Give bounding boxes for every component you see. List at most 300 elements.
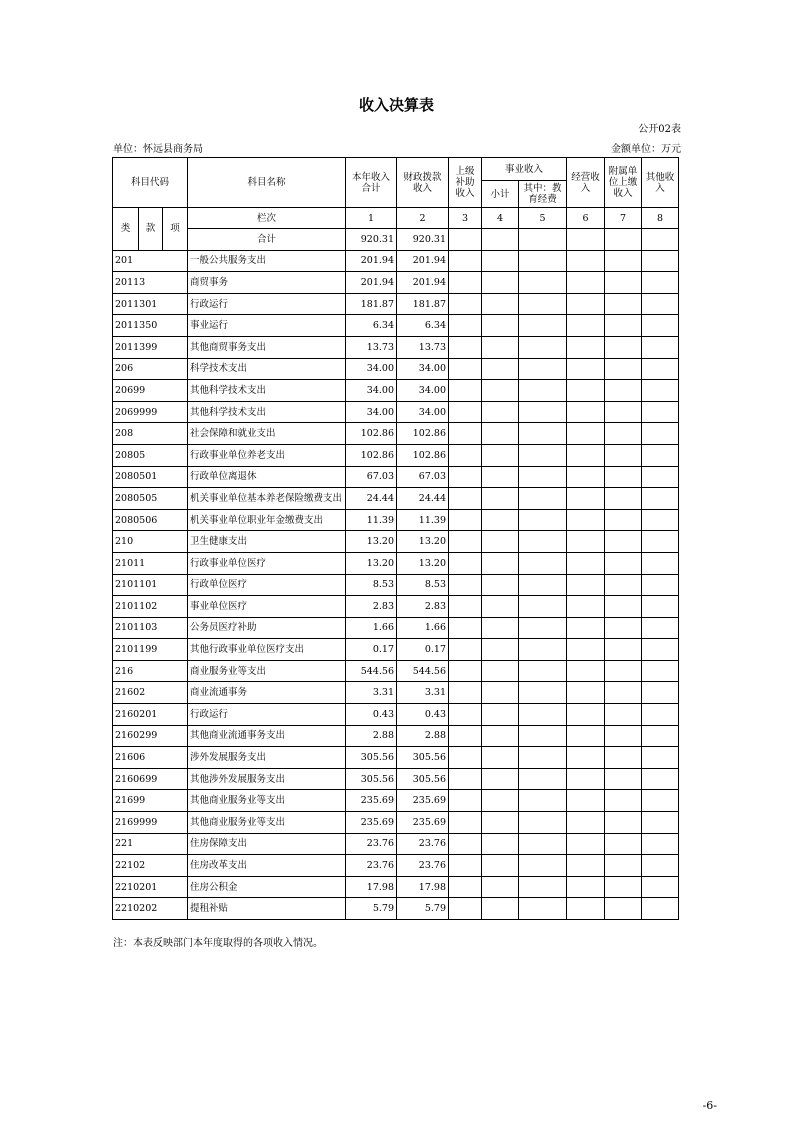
subject-code-cell: 208 [113,423,188,445]
current-income-cell: 181.87 [346,293,397,315]
table-row [113,250,679,272]
col-number: 2 [397,208,449,229]
empty-cell [605,293,642,315]
empty-cell [567,768,605,790]
subject-code-cell: 2080506 [113,509,188,531]
empty-cell [605,725,642,747]
subject-code-cell: 22102 [113,855,188,877]
empty-cell [567,790,605,812]
subject-code-cell: 2169999 [113,812,188,834]
header-subtotal: 小计 [482,181,519,208]
table-row [113,488,679,510]
empty-cell [567,531,605,553]
current-income-cell: 67.03 [346,466,397,488]
empty-cell [449,898,482,920]
form-number: 公开02表 [638,124,681,135]
empty-cell [482,768,519,790]
empty-cell [642,358,679,380]
col-number: 8 [642,208,679,229]
empty-cell [519,250,567,272]
empty-cell [605,488,642,510]
fiscal-allocation-cell: 2.88 [397,725,449,747]
empty-cell [605,444,642,466]
empty-cell [642,682,679,704]
header-operating-income: 经营收入 [567,158,605,208]
empty-cell [519,444,567,466]
empty-cell [449,444,482,466]
subject-name-cell: 其他商贸事务支出 [188,336,346,358]
empty-cell [449,725,482,747]
empty-cell [605,639,642,661]
subject-name-cell: 事业运行 [188,315,346,337]
empty-cell [605,704,642,726]
table-row [113,876,679,898]
empty-cell [519,768,567,790]
current-income-cell: 102.86 [346,444,397,466]
subject-name-cell: 其他科学技术支出 [188,380,346,402]
fiscal-allocation-cell: 235.69 [397,812,449,834]
current-income-cell: 23.76 [346,855,397,877]
empty-cell [519,509,567,531]
subject-name-cell: 住房公积金 [188,876,346,898]
current-income-cell: 1.66 [346,617,397,639]
empty-cell [482,725,519,747]
empty-cell [482,250,519,272]
header-lei: 类 [113,208,139,251]
current-income-cell: 102.86 [346,423,397,445]
total-income-value: 920.31 [346,229,397,251]
subject-code-cell: 2210201 [113,876,188,898]
subject-code-cell: 20699 [113,380,188,402]
table-note: 注：本表反映部门本年度取得的各项收入情况。 [113,938,323,949]
empty-cell [519,704,567,726]
empty-cell [642,790,679,812]
empty-cell [567,272,605,294]
total-row [113,229,679,251]
empty-cell [482,639,519,661]
empty-cell [449,617,482,639]
empty-cell [605,336,642,358]
subject-code-cell: 2160699 [113,768,188,790]
subject-code-cell: 21011 [113,552,188,574]
fiscal-allocation-cell: 5.79 [397,898,449,920]
subject-name-cell: 商贸事务 [188,272,346,294]
empty-cell [519,336,567,358]
amount-unit-label: 金额单位：万元 [611,144,681,155]
fiscal-allocation-cell: 201.94 [397,250,449,272]
empty-cell [482,790,519,812]
fiscal-allocation-cell: 0.17 [397,639,449,661]
subject-code-cell: 2160201 [113,704,188,726]
fiscal-allocation-cell: 17.98 [397,876,449,898]
current-income-cell: 24.44 [346,488,397,510]
col-number: 6 [567,208,605,229]
subject-code-cell: 2069999 [113,401,188,423]
col-number: 7 [605,208,642,229]
empty-cell [642,488,679,510]
empty-cell [449,790,482,812]
table-row [113,531,679,553]
empty-cell [519,574,567,596]
fiscal-allocation-cell: 34.00 [397,358,449,380]
empty-cell [642,617,679,639]
fiscal-allocation-cell: 102.86 [397,444,449,466]
header-business-income: 事业收入 [482,158,567,181]
empty-cell [567,725,605,747]
empty-cell [449,660,482,682]
page-title: 收入决算表 [358,96,434,114]
subject-code-cell: 2080505 [113,488,188,510]
subject-code-cell: 2160299 [113,725,188,747]
current-income-cell: 8.53 [346,574,397,596]
subject-code-cell: 2101199 [113,639,188,661]
empty-cell [482,747,519,769]
empty-cell [449,358,482,380]
empty-cell [449,747,482,769]
header-subject-code: 科目代码 [113,158,188,208]
fiscal-allocation-cell: 102.86 [397,423,449,445]
col-number: 4 [482,208,519,229]
subject-code-cell: 2210202 [113,898,188,920]
empty-cell [642,444,679,466]
empty-cell [567,617,605,639]
fiscal-allocation-cell: 23.76 [397,833,449,855]
table-row [113,293,679,315]
header-fiscal-allocation: 财政拨款收入 [397,158,449,208]
table-row [113,401,679,423]
fiscal-allocation-cell: 24.44 [397,488,449,510]
fiscal-allocation-cell: 67.03 [397,466,449,488]
empty-cell [605,552,642,574]
table-row [113,358,679,380]
empty-cell [519,315,567,337]
empty-cell [605,812,642,834]
empty-cell [605,617,642,639]
subject-name-cell: 机关事业单位基本养老保险缴费支出 [188,488,346,510]
subject-name-cell: 行政单位医疗 [188,574,346,596]
empty-cell [449,833,482,855]
subject-name-cell: 社会保障和就业支出 [188,423,346,445]
empty-cell [642,725,679,747]
empty-cell [605,423,642,445]
empty-cell [642,812,679,834]
table-row [113,509,679,531]
empty-cell [567,596,605,618]
empty-cell [449,855,482,877]
empty-cell [567,358,605,380]
empty-cell [449,876,482,898]
empty-cell [605,466,642,488]
empty-cell [519,617,567,639]
empty-cell [642,229,679,251]
empty-cell [482,660,519,682]
empty-cell [482,531,519,553]
empty-cell [449,682,482,704]
empty-cell [449,639,482,661]
empty-cell [449,250,482,272]
subject-name-cell: 住房改革支出 [188,855,346,877]
fiscal-allocation-cell: 181.87 [397,293,449,315]
empty-cell [567,574,605,596]
table-row [113,336,679,358]
table-row [113,704,679,726]
empty-cell [519,812,567,834]
current-income-cell: 235.69 [346,812,397,834]
header-kuan: 款 [139,208,163,251]
empty-cell [605,509,642,531]
current-income-cell: 13.73 [346,336,397,358]
current-income-cell: 34.00 [346,358,397,380]
subject-name-cell: 涉外发展服务支出 [188,747,346,769]
unit-label: 单位：怀远县商务局 [113,144,203,155]
current-income-cell: 13.20 [346,552,397,574]
subject-name-cell: 住房保障支出 [188,833,346,855]
subject-name-cell: 其他行政事业单位医疗支出 [188,639,346,661]
current-income-cell: 13.20 [346,531,397,553]
subject-name-cell: 行政单位离退休 [188,466,346,488]
subject-name-cell: 公务员医疗补助 [188,617,346,639]
empty-cell [449,704,482,726]
table-row [113,768,679,790]
empty-cell [567,812,605,834]
subject-name-cell: 机关事业单位职业年金缴费支出 [188,509,346,531]
fiscal-allocation-cell: 34.00 [397,380,449,402]
subject-name-cell: 提租补贴 [188,898,346,920]
empty-cell [519,293,567,315]
empty-cell [482,682,519,704]
subject-code-cell: 21602 [113,682,188,704]
empty-cell [642,747,679,769]
empty-cell [605,272,642,294]
empty-cell [567,747,605,769]
current-income-cell: 305.56 [346,747,397,769]
empty-cell [567,833,605,855]
fiscal-allocation-cell: 1.66 [397,617,449,639]
empty-cell [482,855,519,877]
empty-cell [567,293,605,315]
empty-cell [567,401,605,423]
current-income-cell: 17.98 [346,876,397,898]
current-income-cell: 0.43 [346,704,397,726]
empty-cell [482,315,519,337]
empty-cell [605,768,642,790]
empty-cell [519,423,567,445]
table-row [113,833,679,855]
current-income-cell: 11.39 [346,509,397,531]
empty-cell [605,574,642,596]
header-education-fee: 其中：教育经费 [519,181,567,208]
current-income-cell: 23.76 [346,833,397,855]
current-income-cell: 2.83 [346,596,397,618]
table-row [113,682,679,704]
empty-cell [567,466,605,488]
empty-cell [519,639,567,661]
empty-cell [605,898,642,920]
empty-cell [519,358,567,380]
current-income-cell: 6.34 [346,315,397,337]
fiscal-allocation-cell: 6.34 [397,315,449,337]
fiscal-allocation-cell: 235.69 [397,790,449,812]
subject-code-cell: 2011350 [113,315,188,337]
empty-cell [519,855,567,877]
empty-cell [482,833,519,855]
empty-cell [642,509,679,531]
empty-cell [482,444,519,466]
empty-cell [449,380,482,402]
empty-cell [482,876,519,898]
subject-code-cell: 2080501 [113,466,188,488]
empty-cell [642,423,679,445]
table-row [113,812,679,834]
current-income-cell: 2.88 [346,725,397,747]
empty-cell [482,898,519,920]
table-row [113,552,679,574]
current-income-cell: 201.94 [346,250,397,272]
subject-code-cell: 2011301 [113,293,188,315]
empty-cell [519,790,567,812]
empty-cell [482,574,519,596]
empty-cell [519,747,567,769]
current-income-cell: 201.94 [346,272,397,294]
empty-cell [567,488,605,510]
empty-cell [642,768,679,790]
empty-cell [482,617,519,639]
empty-cell [449,272,482,294]
subject-name-cell: 商业服务业等支出 [188,660,346,682]
total-label: 合计 [188,229,346,251]
empty-cell [519,898,567,920]
empty-cell [642,876,679,898]
empty-cell [642,315,679,337]
empty-cell [449,574,482,596]
empty-cell [449,596,482,618]
subject-code-cell: 201 [113,250,188,272]
header-xiang: 项 [163,208,188,251]
empty-cell [482,293,519,315]
empty-cell [567,444,605,466]
empty-cell [482,812,519,834]
table-row [113,315,679,337]
empty-cell [567,423,605,445]
empty-cell [605,876,642,898]
empty-cell [449,315,482,337]
empty-cell [449,552,482,574]
empty-cell [519,531,567,553]
empty-cell [482,336,519,358]
empty-cell [482,358,519,380]
fiscal-allocation-cell: 13.73 [397,336,449,358]
empty-cell [519,488,567,510]
empty-cell [642,855,679,877]
table-row [113,790,679,812]
header-subject-name: 科目名称 [188,158,346,208]
empty-cell [482,272,519,294]
subject-code-cell: 2011399 [113,336,188,358]
empty-cell [519,380,567,402]
table-row [113,380,679,402]
table-row [113,660,679,682]
current-income-cell: 544.56 [346,660,397,682]
fiscal-allocation-cell: 544.56 [397,660,449,682]
empty-cell [482,466,519,488]
subject-code-cell: 2101103 [113,617,188,639]
empty-cell [605,380,642,402]
empty-cell [449,509,482,531]
table-row [113,466,679,488]
empty-cell [642,574,679,596]
subject-name-cell: 行政事业单位医疗 [188,552,346,574]
empty-cell [482,509,519,531]
subject-name-cell: 行政运行 [188,293,346,315]
subject-name-cell: 一般公共服务支出 [188,250,346,272]
subject-name-cell: 行政事业单位养老支出 [188,444,346,466]
empty-cell [449,336,482,358]
empty-cell [519,596,567,618]
empty-cell [482,423,519,445]
current-income-cell: 34.00 [346,401,397,423]
total-fiscal-value: 920.31 [397,229,449,251]
empty-cell [605,790,642,812]
subject-name-cell: 其他涉外发展服务支出 [188,768,346,790]
header-current-income: 本年收入合计 [346,158,397,208]
subject-code-cell: 221 [113,833,188,855]
empty-cell [642,596,679,618]
current-income-cell: 5.79 [346,898,397,920]
table-row [113,725,679,747]
empty-cell [519,552,567,574]
col-number: 1 [346,208,397,229]
empty-cell [567,509,605,531]
empty-cell [642,531,679,553]
empty-cell [482,401,519,423]
empty-cell [642,272,679,294]
page-number: -6- [702,1099,717,1112]
subject-code-cell: 216 [113,660,188,682]
empty-cell [567,380,605,402]
fiscal-allocation-cell: 13.20 [397,552,449,574]
empty-cell [642,336,679,358]
empty-cell [519,401,567,423]
empty-cell [642,639,679,661]
subject-name-cell: 其他商业服务业等支出 [188,790,346,812]
empty-cell [642,833,679,855]
empty-cell [482,596,519,618]
empty-cell [482,229,519,251]
empty-cell [605,596,642,618]
empty-cell [642,704,679,726]
empty-cell [642,466,679,488]
subject-name-cell: 商业流通事务 [188,682,346,704]
empty-cell [567,639,605,661]
empty-cell [605,315,642,337]
empty-cell [642,293,679,315]
subject-code-cell: 20113 [113,272,188,294]
subject-code-cell: 2101102 [113,596,188,618]
empty-cell [519,272,567,294]
header-column-seq: 栏次 [188,208,346,229]
empty-cell [449,229,482,251]
fiscal-allocation-cell: 13.20 [397,531,449,553]
subject-name-cell: 其他商业流通事务支出 [188,725,346,747]
subject-name-cell: 卫生健康支出 [188,531,346,553]
fiscal-allocation-cell: 201.94 [397,272,449,294]
empty-cell [449,488,482,510]
current-income-cell: 3.31 [346,682,397,704]
subject-name-cell: 其他科学技术支出 [188,401,346,423]
header-row-1 [113,158,679,181]
empty-cell [567,682,605,704]
empty-cell [449,768,482,790]
